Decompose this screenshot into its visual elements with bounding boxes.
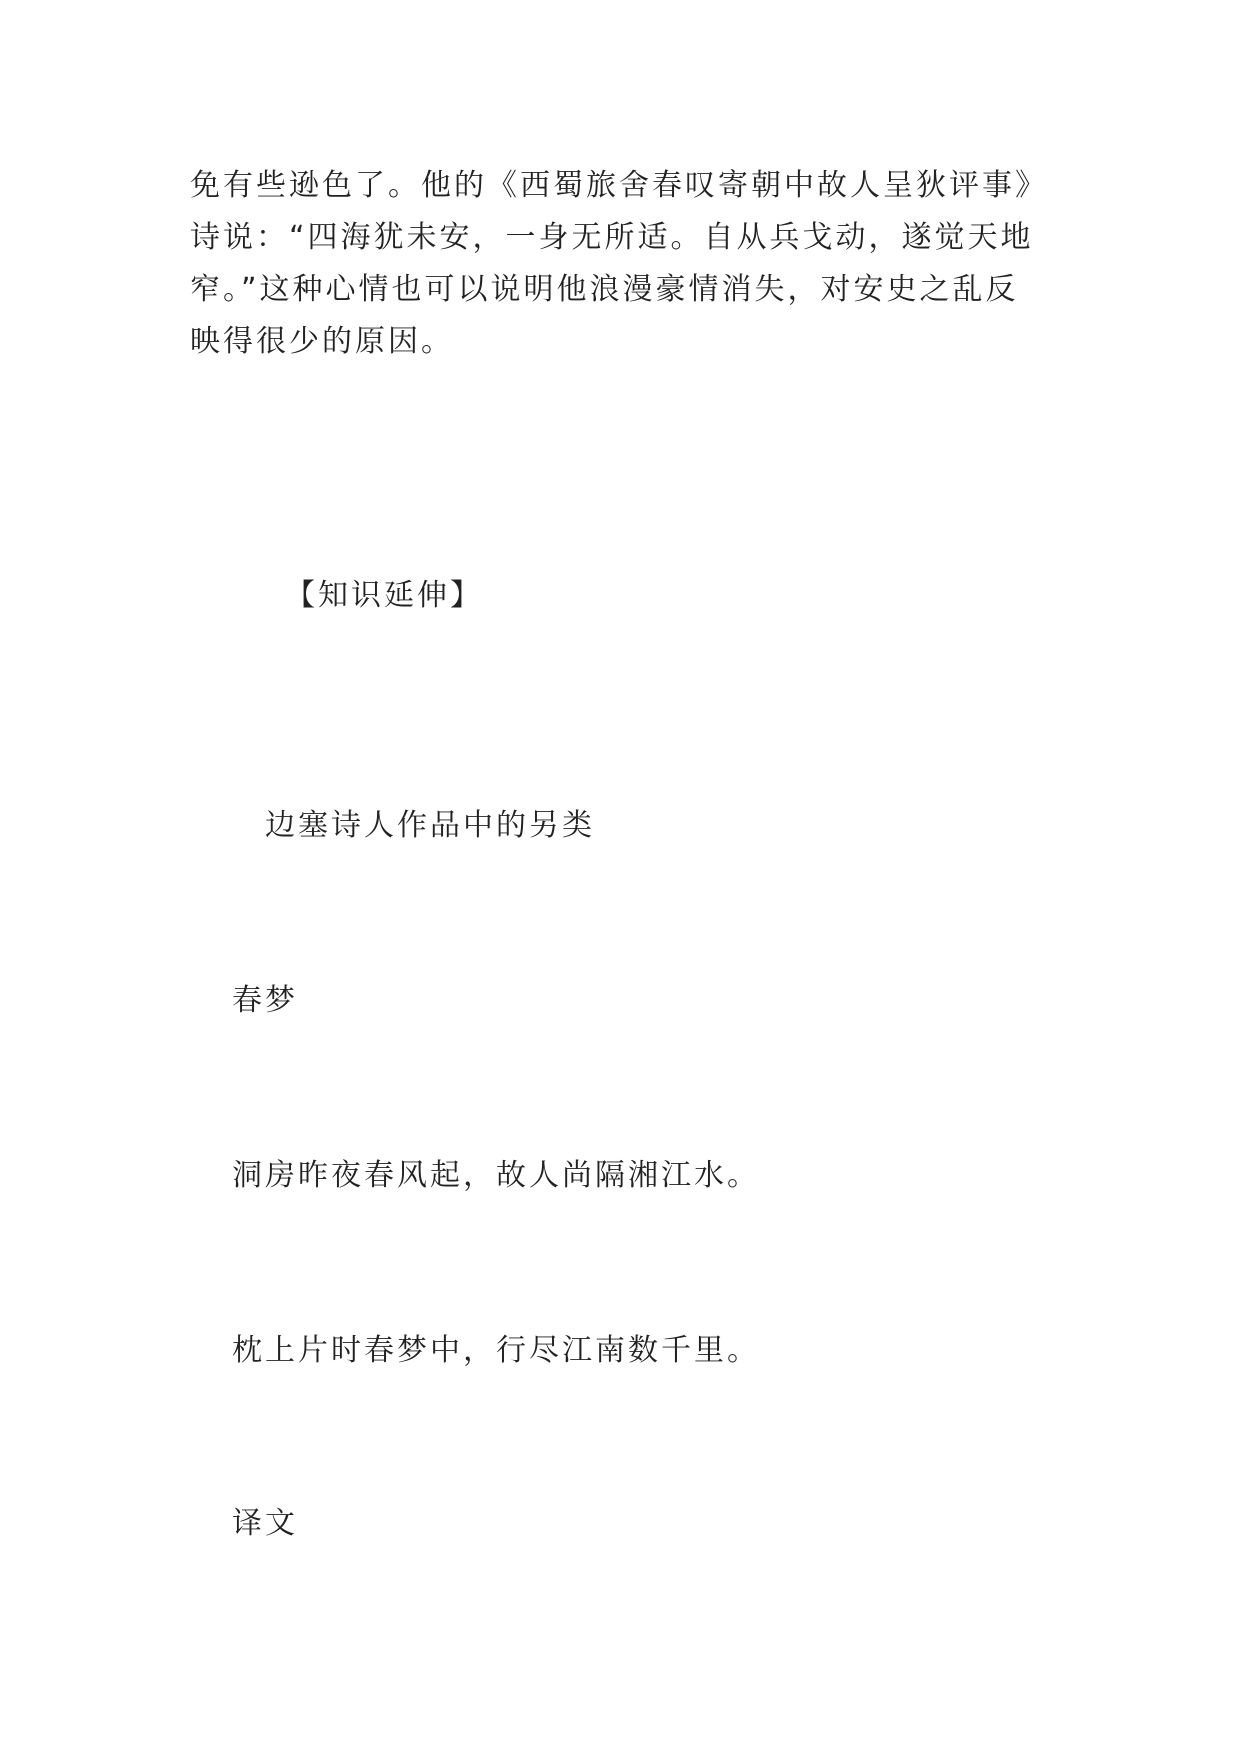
section-subtitle: 边塞诗人作品中的另类 (265, 808, 595, 843)
knowledge-extension-heading: 【知识延伸】 (285, 578, 483, 613)
poem-line: 洞房昨夜春风起，故人尚隔湘江水。 (232, 1158, 760, 1193)
poem-title: 春梦 (232, 983, 298, 1018)
paragraph-line: 诗说：“四海犹未安，一身无所适。自从兵戈动，遂觉天地 (190, 220, 1034, 255)
translation-heading: 译文 (232, 1506, 298, 1541)
paragraph-line: 免有些逊色了。他的《西蜀旅舍春叹寄朝中故人呈狄评事》 (190, 168, 1048, 203)
paragraph-line: 窄。”这种心情也可以说明他浪漫豪情消失，对安史之乱反 (190, 272, 1019, 307)
paragraph-line: 映得很少的原因。 (190, 324, 454, 359)
body-paragraph (190, 160, 1070, 368)
poem-line: 枕上片时春梦中，行尽江南数千里。 (232, 1333, 760, 1368)
